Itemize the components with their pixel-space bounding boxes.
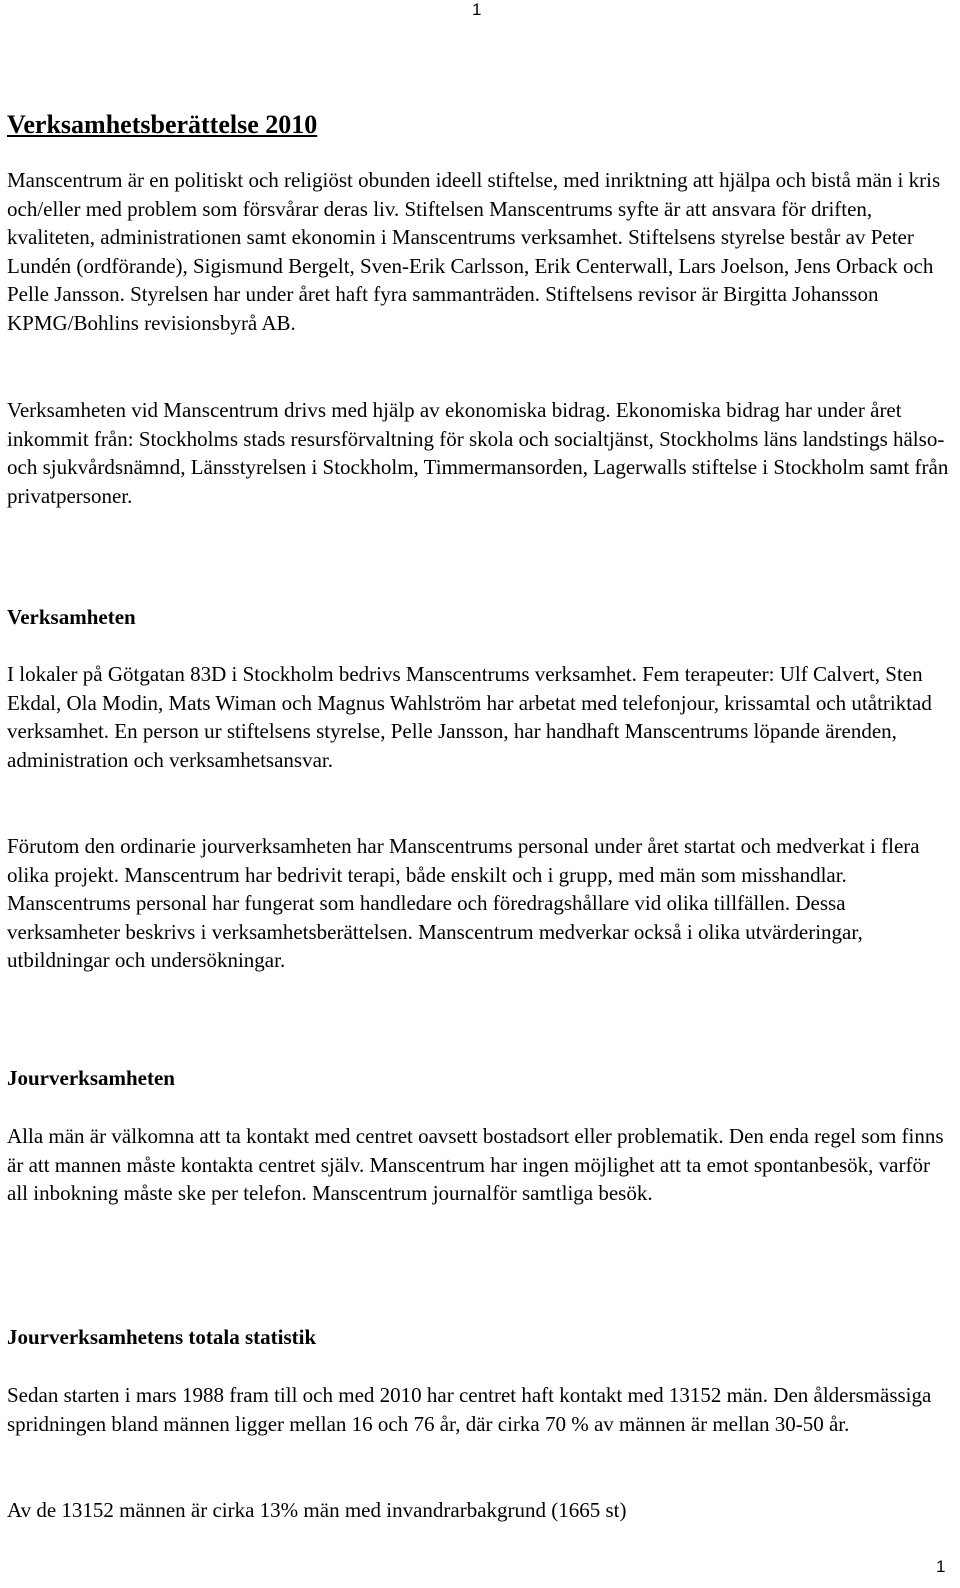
verksamheten-paragraph-2: Förutom den ordinarie jourverksamheten har Manscentrums personal under året startat och medverkat i flera olika projekt. Manscentrum har bedrivit terapi, både enskilt och i grupp, med män som misshandlar. Manscentrums personal har fungerat som handledare och föredragshållare vid olika tillfällen. Dessa verksamheter beskrivs i verksamhetsberättelsen. Manscentrum medverkar också i olika utvärderingar, utbildningar och undersökningar. [7, 834, 920, 972]
intro-paragraph-2: Verksamheten vid Manscentrum drivs med hjälp av ekonomiska bidrag. Ekonomiska bidrag har under året inkommit från: Stockholms stads resursförvaltning för skola och socialtjänst, Stockholms läns landstings hälso- och sjukvårdsnämnd, Länsstyrelsen i Stockholm, Timmermansorden, Lagerwalls stiftelse i Stockholm samt från privatpersoner. [7, 398, 949, 508]
section-heading-jourverksamheten: Jourverksamheten [7, 1066, 175, 1090]
intro-paragraph-1: Manscentrum är en politiskt och religiöst obunden ideell stiftelse, med inriktning att hjälpa och bistå män i kris och/eller med problem som försvårar deras liv. Stiftelsen Manscentrums syfte är att ansvara för driften, kvaliteten, administrationen samt ekonomin i Manscentrums verksamhet. Stiftelsens styrelse består av Peter Lundén (ordförande), Sigismund Bergelt, Sven-Erik Carlsson, Erik Centerwall, Lars Joelson, Jens Orback och Pelle Jansson. Styrelsen har under året haft fyra sammanträden. Stiftelsens revisor är Birgitta Johansson KPMG/Bohlins revisionsbyrå AB. [7, 168, 941, 335]
statistik-paragraph-2: Av de 13152 männen är cirka 13% män med invandrarbakgrund (1665 st) [7, 1498, 627, 1522]
verksamheten-paragraph-1: I lokaler på Götgatan 83D i Stockholm bedrivs Manscentrums verksamhet. Fem terapeuter: Ulf Calvert, Sten Ekdal, Ola Modin, Mats Wiman och Magnus Wahlström har arbetat med telefonjour, krissamtal och utåtriktad verksamhet. En person ur stiftelsens styrelse, Pelle Jansson, har handhaft Manscentrums löpande ärenden, administration och verksamhetsansvar. [7, 662, 932, 772]
page-number-top: 1 [472, 0, 482, 19]
statistik-paragraph-1: Sedan starten i mars 1988 fram till och med 2010 har centret haft kontakt med 13152 män. Den åldersmässiga spridningen bland männen ligger mellan 16 och 76 år, där cirka 70 % av männen är mellan 30-50 år. [7, 1383, 932, 1436]
document-title: Verksamhetsberättelse 2010 [7, 110, 318, 139]
section-heading-statistik: Jourverksamhetens totala statistik [7, 1325, 317, 1349]
page-number-bottom: 1 [936, 1557, 946, 1576]
section-heading-verksamheten: Verksamheten [7, 605, 136, 629]
jourverksamheten-paragraph-1: Alla män är välkomna att ta kontakt med centret oavsett bostadsort eller problematik. Den enda regel som finns är att mannen måste kontakta centret själv. Manscentrum har ingen möjlighet att ta emot spontanbesök, varför all inbokning måste ske per telefon. Manscentrum journalför samtliga besök. [7, 1124, 944, 1205]
